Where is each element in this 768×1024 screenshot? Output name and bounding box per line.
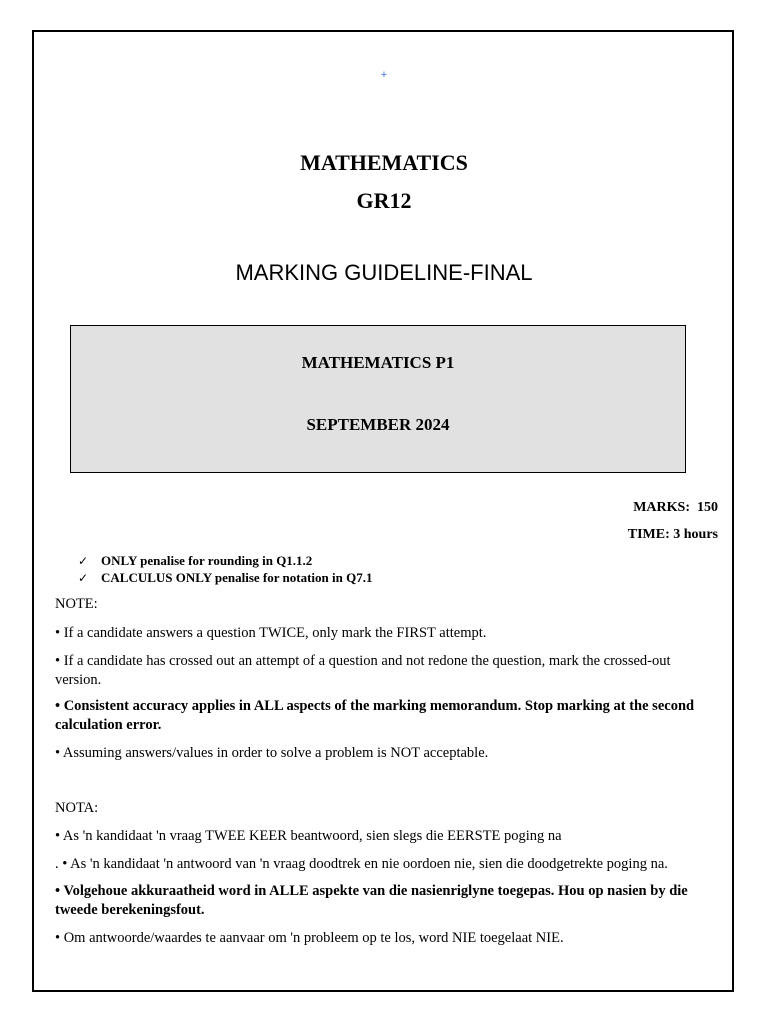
note-paragraph: • If a candidate has crossed out an attempt of a question and not redone the question, mark the crossed-out version. <box>55 653 671 688</box>
document-type-title: MARKING GUIDELINE-FINAL <box>235 260 533 285</box>
checkmark-icon: ✓ <box>78 571 89 585</box>
nota-heading: NOTA: <box>55 800 99 816</box>
checklist-item-text: ONLY penalise for rounding in Q1.1.2 <box>101 553 313 568</box>
grade-title: GR12 <box>356 188 412 213</box>
plus-marker: + <box>380 69 388 81</box>
total-marks: MARKS: 150 <box>633 500 718 515</box>
exam-date: SEPTEMBER 2024 <box>306 415 450 434</box>
nota-paragraph-bold: • Volgehoue akkuraatheid word in ALLE aspekte van die nasienriglyne toegepas. Hou op nasien by die tweede berekeningsfout. <box>55 883 688 918</box>
nota-paragraph: . • As 'n kandidaat 'n antwoord van 'n vraag doodtrek en nie oordoen nie, sien die doodgetrekte poging na. <box>55 856 668 872</box>
note-paragraph-bold: • Consistent accuracy applies in ALL aspects of the marking memorandum. Stop marking at the second calculation error. <box>55 698 695 733</box>
nota-paragraph: • As 'n kandidaat 'n vraag TWEE KEER beantwoord, sien slegs die EERSTE poging na <box>55 828 562 844</box>
nota-paragraph: • Om antwoorde/waardes te aanvaar om 'n probleem op te los, word NIE toegelaat NIE. <box>55 930 564 946</box>
checklist-item-text: CALCULUS ONLY penalise for notation in Q7.1 <box>101 570 373 585</box>
note-paragraph: • If a candidate answers a question TWICE, only mark the FIRST attempt. <box>55 625 487 641</box>
checklist-item <box>78 552 372 569</box>
exam-time: TIME: 3 hours <box>627 527 718 542</box>
marking-checklist <box>78 552 372 586</box>
subject-title: MATHEMATICS <box>300 150 468 175</box>
paper-name: MATHEMATICS P1 <box>301 353 455 372</box>
checklist-item <box>78 569 372 586</box>
note-heading: NOTE: <box>55 596 98 612</box>
note-paragraph: • Assuming answers/values in order to solve a problem is NOT acceptable. <box>55 745 489 761</box>
checkmark-icon: ✓ <box>78 554 89 568</box>
paper-info-box <box>70 325 686 473</box>
